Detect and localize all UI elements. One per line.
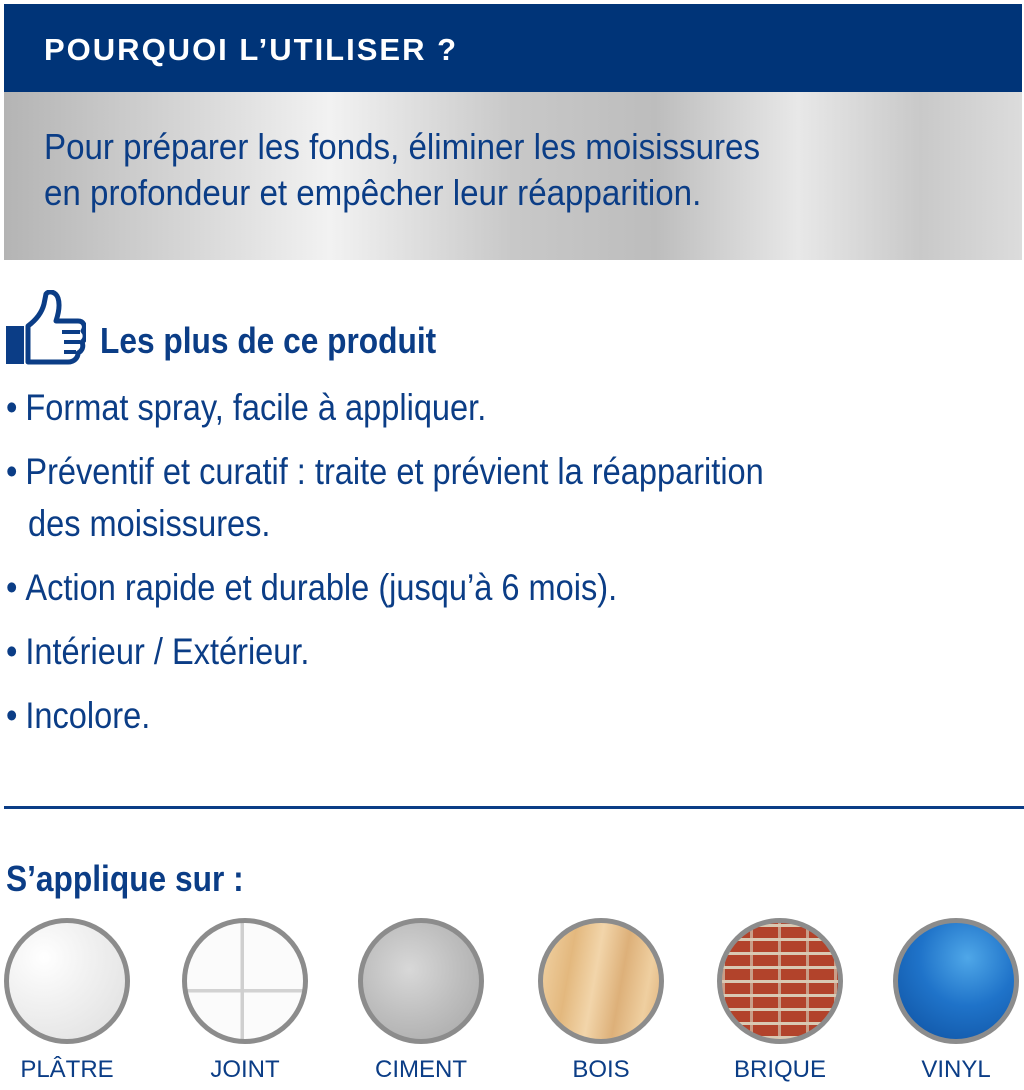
bullet-dot: • bbox=[6, 567, 18, 608]
surface-joint bbox=[178, 918, 312, 1084]
surface-label: VINYL bbox=[921, 1056, 991, 1083]
surface-label: CIMENT bbox=[375, 1056, 467, 1083]
surface-cement bbox=[354, 918, 488, 1084]
applies-title: S’applique sur : bbox=[6, 858, 244, 899]
list-item-text: Préventif et curatif : traite et prévient la réapparition bbox=[25, 451, 764, 492]
surface-label: JOINT bbox=[210, 1056, 280, 1083]
advantages-title: Les plus de ce produit bbox=[100, 320, 437, 361]
list-item bbox=[6, 562, 617, 614]
bullet-dot: • bbox=[6, 631, 18, 672]
list-item bbox=[6, 690, 150, 742]
list-item-text: Action rapide et durable (jusqu’à 6 mois). bbox=[25, 567, 618, 608]
wood-texture-icon bbox=[538, 918, 664, 1044]
list-item-text: Format spray, facile à appliquer. bbox=[25, 387, 487, 428]
list-item-continuation: des moisissures. bbox=[28, 503, 271, 544]
section-divider bbox=[4, 806, 1024, 809]
list-item-text: Intérieur / Extérieur. bbox=[25, 631, 310, 672]
surface-label: PLÂTRE bbox=[20, 1056, 114, 1083]
surface-wood bbox=[534, 918, 668, 1084]
list-item bbox=[6, 382, 486, 434]
intro-band bbox=[4, 92, 1022, 260]
bullet-dot: • bbox=[6, 387, 18, 428]
tile-joint-texture-icon bbox=[182, 918, 308, 1044]
intro-text: Pour préparer les fonds, éliminer les moisissures en profondeur et empêcher leur réapparition. bbox=[44, 126, 761, 213]
thumbs-up-icon bbox=[6, 290, 86, 366]
surface-vinyl bbox=[889, 918, 1023, 1084]
surface-plaster bbox=[0, 918, 134, 1084]
bullet-dot: • bbox=[6, 695, 18, 736]
surface-label: BRIQUE bbox=[733, 1056, 826, 1083]
surface-brick bbox=[713, 918, 847, 1084]
list-item bbox=[6, 626, 309, 678]
section-header: POURQUOI L’UTILISER ? bbox=[4, 4, 1022, 92]
surface-label: BOIS bbox=[572, 1056, 630, 1083]
vinyl-texture-icon bbox=[893, 918, 1019, 1044]
list-item bbox=[6, 446, 764, 550]
plaster-texture-icon bbox=[4, 918, 130, 1044]
bullet-dot: • bbox=[6, 451, 18, 492]
cement-texture-icon bbox=[358, 918, 484, 1044]
list-item-text: Incolore. bbox=[25, 695, 151, 736]
brick-texture-icon bbox=[717, 918, 843, 1044]
